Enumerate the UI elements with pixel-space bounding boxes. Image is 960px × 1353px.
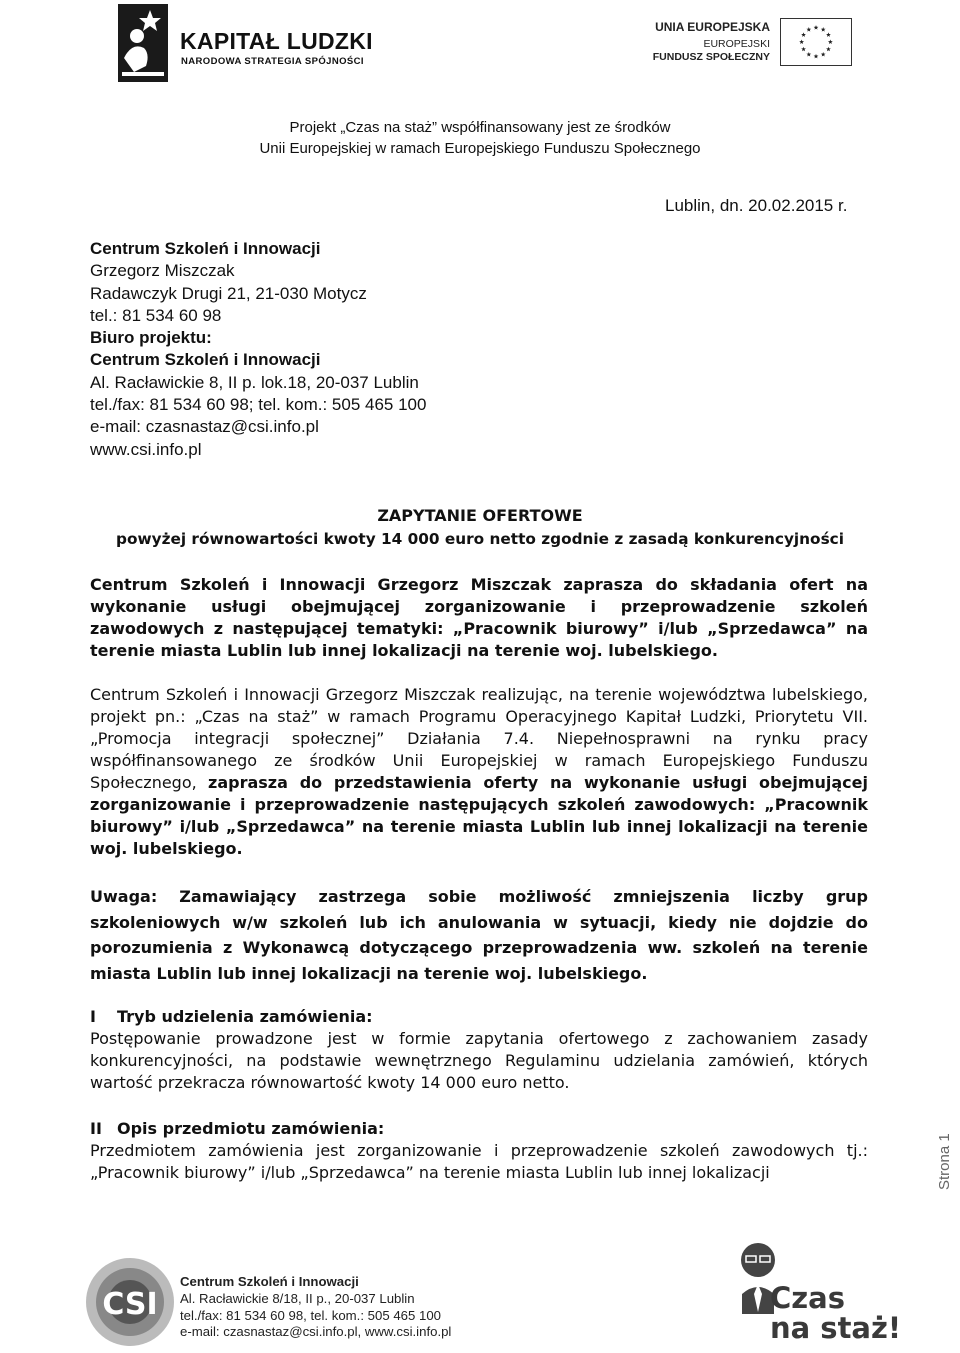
section-2-text: Przedmiotem zamówienia jest zorganizowanie i przeprowadzenie szkoleń zawodowych tj.: „Pracownik biurowy” i/lub „Sprzedawca” na terenie miasta Lublin lub innej lokalizacji	[90, 1141, 868, 1182]
office-phone: tel./fax: 81 534 60 98; tel. kom.: 505 465 100	[90, 395, 427, 415]
document-subtitle: powyżej równowartości kwoty 14 000 euro netto zgodnie z zasadą konkurencyjności	[116, 530, 844, 548]
section-2-heading	[90, 1118, 868, 1140]
eu-logo-text	[600, 20, 770, 63]
eu-star-icon	[801, 47, 806, 52]
eu-star-icon	[821, 52, 826, 57]
office-label: Biuro projektu:	[90, 328, 212, 348]
notice-paragraph: Uwaga: Zamawiający zastrzega sobie możliwość zmniejszenia liczby grup szkoleniowych w/w szkoleń lub ich anulowania w sytuacji, kiedy nie dojdzie do porozumienia z Wykonawcą dotyczącego przeprowadzenia ww. szkoleń na terenie miasta Lublin lub innej lokalizacji na terenie woj. lubelskiego.	[90, 887, 868, 983]
eu-line1: UNIA EUROPEJSKA	[655, 20, 770, 34]
kapital-ludzki-subtitle: NARODOWA STRATEGIA SPÓJNOŚCI	[181, 56, 364, 67]
project-note-line1: Projekt „Czas na staż” współfinansowany jest ze środków	[289, 119, 671, 136]
footer-address: Al. Racławickie 8/18, II p., 20-037 Lublin	[180, 1290, 415, 1306]
eu-line2: EUROPEJSKI	[703, 38, 770, 50]
sender-tel: tel.: 81 534 60 98	[90, 305, 222, 325]
section-2-title: Opis przedmiotu zamówienia:	[117, 1119, 385, 1138]
section-1	[90, 1006, 868, 1094]
section-2	[90, 1118, 868, 1184]
kapital-ludzki-title: KAPITAŁ LUDZKI	[180, 28, 373, 54]
section-1-title: Tryb udzielenia zamówienia:	[117, 1007, 373, 1026]
eu-line3: FUNDUSZ SPOŁECZNY	[652, 51, 770, 63]
project-paragraph-bold: zaprasza do przedstawienia oferty na wykonanie usługi obejmującej zorganizowanie i przeprowadzenie następujących szkoleń zawodowych: „Pracownik biurowy” i/lub „Sprzedawca” na terenie miasta Lublin lub innej lokalizacji na terenie woj. lubelskiego.	[90, 773, 868, 858]
csi-logo-text: CSI	[102, 1287, 158, 1322]
eu-star-icon	[814, 25, 819, 30]
footer-org: Centrum Szkoleń i Innowacji	[180, 1274, 359, 1289]
eu-star-icon	[826, 32, 831, 37]
eu-star-icon	[828, 40, 833, 45]
invitation-paragraph: Centrum Szkoleń i Innowacji Grzegorz Miszczak zaprasza do składania ofert na wykonanie usługi obejmującej zorganizowanie i przeprowadzenie szkoleń zawodowych z następującej tematyki: „Pracownik biurowy” i/lub „Sprzedawca” na terenie miasta Lublin lub innej lokalizacji na terenie woj. lubelskiego.	[90, 575, 868, 660]
place-date: Lublin, dn. 20.02.2015 r.	[665, 196, 848, 215]
czas-line1: Czas	[770, 1281, 845, 1315]
sender-block	[90, 238, 426, 461]
csi-logo	[80, 1250, 180, 1350]
project-paragraph-normal: Centrum Szkoleń i Innowacji Grzegorz Miszczak realizując, na terenie województwa lubelskiego, projekt pn.: „Czas na staż” w ramach Programu Operacyjnego Kapitał Ludzki, Priorytetu VII. „Promocja integracji społecznej” Działania 7.4. Niepełnosprawni na rynku pracy współfinansowanego ze środków Unii Europejskiej w ramach Europejskiego Funduszu Społecznego,	[90, 685, 868, 792]
project-cofinancing-note	[0, 117, 960, 159]
project-note-line2: Unii Europejskiej w ramach Europejskiego Funduszu Społecznego	[259, 140, 701, 157]
office-org: Centrum Szkoleń i Innowacji	[90, 350, 321, 370]
sender-email[interactable]: e-mail: czasnastaz@csi.info.pl	[90, 417, 319, 437]
sender-address: Radawczyk Drugi 21, 21-030 Motycz	[90, 283, 367, 303]
eu-star-icon	[799, 40, 804, 45]
czas-line2: na staż!	[770, 1311, 902, 1345]
eu-star-icon	[814, 54, 819, 59]
eu-star-icon	[806, 27, 811, 32]
project-paragraph	[90, 684, 868, 860]
section-2-number: II	[90, 1119, 102, 1138]
document-title: ZAPYTANIE OFERTOWE	[377, 506, 583, 525]
section-1-heading	[90, 1006, 868, 1028]
sender-www[interactable]: www.csi.info.pl	[90, 439, 202, 459]
eu-star-icon	[826, 47, 831, 52]
page-label: Strona 1	[936, 1133, 953, 1190]
czas-na-staz-text	[770, 1283, 901, 1343]
eu-flag-icon	[780, 18, 852, 66]
office-address: Al. Racławickie 8, II p. lok.18, 20-037 Lublin	[90, 372, 419, 392]
eu-star-icon	[806, 52, 811, 57]
section-1-text: Postępowanie prowadzone jest w formie zapytania ofertowego z zachowaniem zasady konkurencyjności, na podstawie wewnętrznego Regulaminu udzielania zamówień, których wartość przekracza równowartość kwoty 14 000 euro netto.	[90, 1029, 868, 1092]
footer-contact	[180, 1274, 451, 1341]
footer-phone: tel./fax: 81 534 60 98, tel. kom.: 505 465 100	[180, 1307, 442, 1323]
sender-org: Centrum Szkoleń i Innowacji	[90, 239, 321, 258]
sender-name: Grzegorz Miszczak	[90, 261, 235, 281]
eu-star-icon	[801, 32, 806, 37]
footer-email[interactable]: e-mail: czasnastaz@csi.info.pl, www.csi.info.pl	[180, 1324, 452, 1340]
eu-star-icon	[821, 27, 826, 32]
section-1-number: I	[90, 1007, 96, 1026]
